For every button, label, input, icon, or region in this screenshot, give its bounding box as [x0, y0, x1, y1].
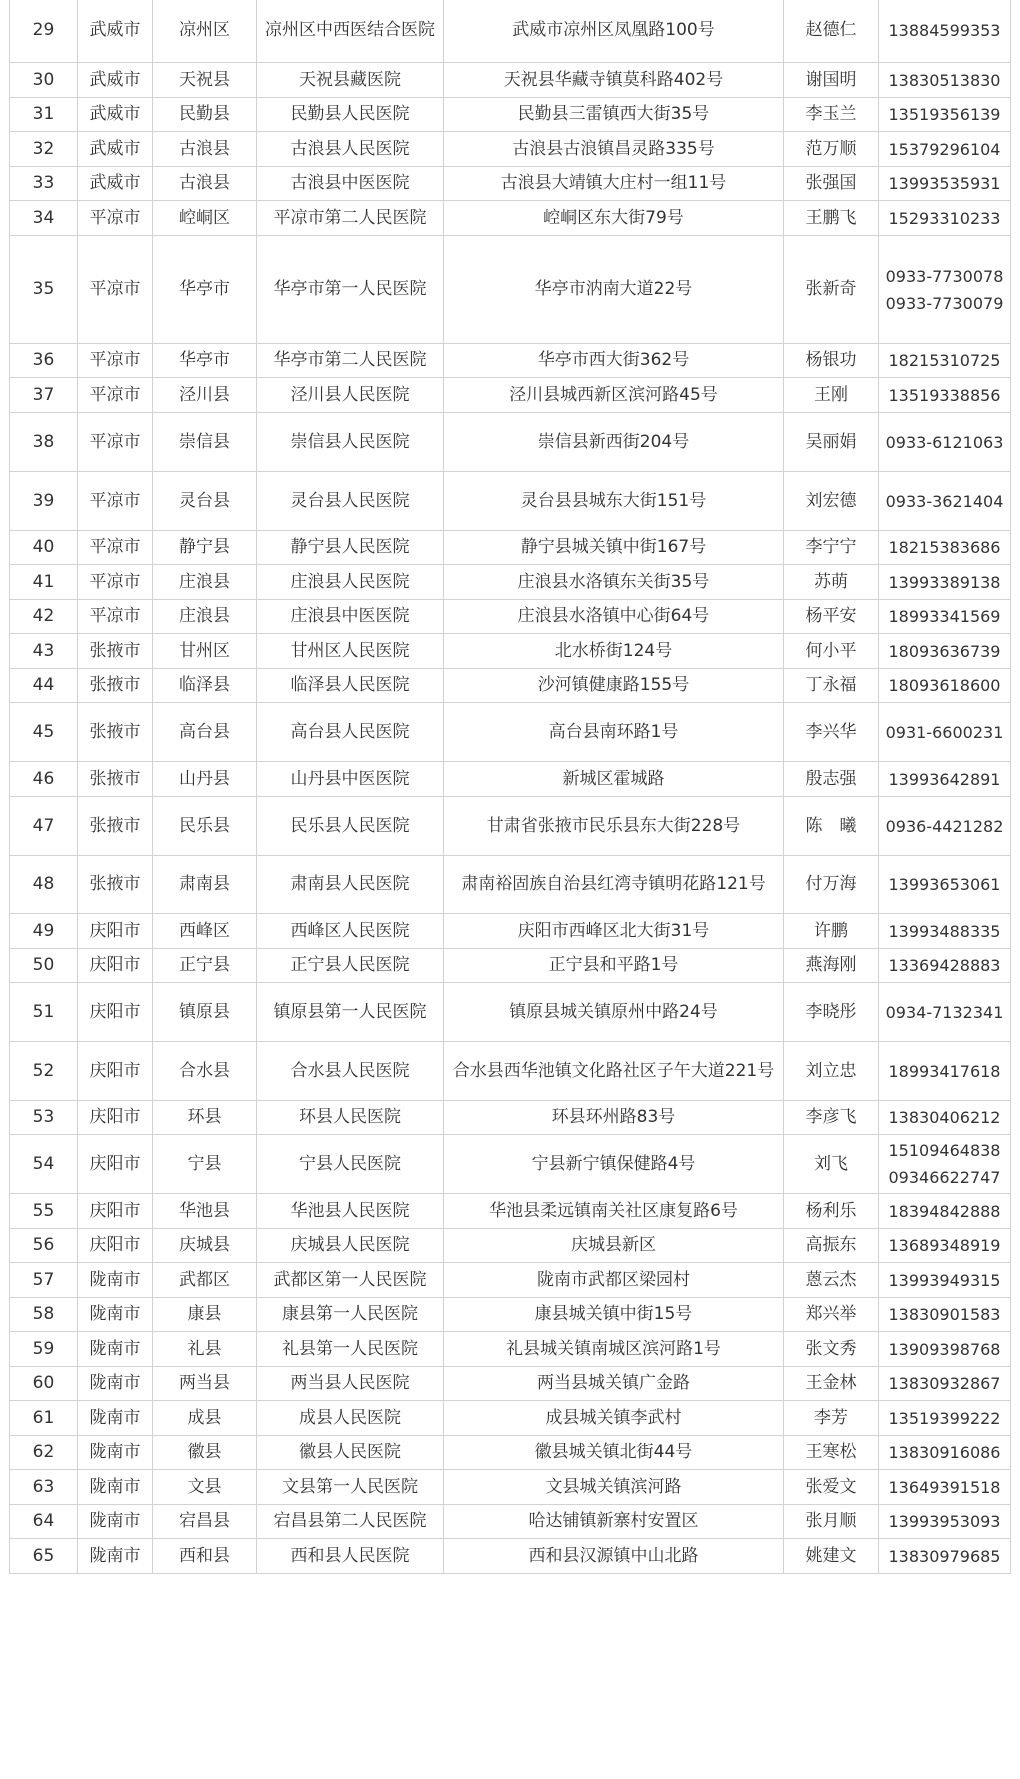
phone-cell: 18394842888: [879, 1194, 1011, 1229]
address-cell: 肃南裕固族自治县红湾寺镇明花路121号: [444, 856, 784, 914]
address-cell: 武威市凉州区凤凰路100号: [444, 0, 784, 63]
city-cell: 张掖市: [78, 797, 153, 856]
table-row: [10, 1505, 1011, 1539]
city-cell: 陇南市: [78, 1505, 153, 1539]
city-cell: 张掖市: [78, 669, 153, 703]
contact-person-cell: 赵德仁: [784, 0, 879, 63]
county-cell: 两当县: [153, 1367, 257, 1401]
address-cell: 新城区霍城路: [444, 762, 784, 797]
phone-cell: 13830406212: [879, 1101, 1011, 1135]
city-cell: 庆阳市: [78, 949, 153, 983]
row-number-cell: 53: [10, 1101, 78, 1135]
address-cell: 华亭市西大街362号: [444, 344, 784, 378]
table-row: [10, 1470, 1011, 1505]
county-cell: 崆峒区: [153, 201, 257, 236]
row-number-cell: 62: [10, 1436, 78, 1470]
address-cell: 甘肃省张掖市民乐县东大街228号: [444, 797, 784, 856]
phone-cell: 13649391518: [879, 1470, 1011, 1505]
county-cell: 康县: [153, 1298, 257, 1332]
county-cell: 民乐县: [153, 797, 257, 856]
county-cell: 武都区: [153, 1263, 257, 1298]
county-cell: 灵台县: [153, 472, 257, 531]
contact-person-cell: 许鹏: [784, 914, 879, 949]
row-number-cell: 56: [10, 1229, 78, 1263]
address-cell: 北水桥街124号: [444, 634, 784, 669]
table-row: [10, 703, 1011, 762]
county-cell: 文县: [153, 1470, 257, 1505]
row-number-cell: 43: [10, 634, 78, 669]
contact-person-cell: 姚建文: [784, 1539, 879, 1574]
county-cell: 庄浪县: [153, 600, 257, 634]
city-cell: 陇南市: [78, 1470, 153, 1505]
city-cell: 陇南市: [78, 1332, 153, 1367]
address-cell: 徽县城关镇北街44号: [444, 1436, 784, 1470]
table-row: [10, 413, 1011, 472]
contact-person-cell: 张月顺: [784, 1505, 879, 1539]
phone-cell: 18093636739: [879, 634, 1011, 669]
county-cell: 镇原县: [153, 983, 257, 1042]
address-cell: 华亭市汭南大道22号: [444, 236, 784, 344]
hospital-name-cell: 古浪县中医医院: [257, 167, 444, 201]
contact-person-cell: 谢国明: [784, 63, 879, 98]
county-cell: 古浪县: [153, 132, 257, 167]
county-cell: 华亭市: [153, 344, 257, 378]
contact-person-cell: 张强国: [784, 167, 879, 201]
hospital-name-cell: 天祝县藏医院: [257, 63, 444, 98]
county-cell: 成县: [153, 1401, 257, 1436]
city-cell: 平凉市: [78, 201, 153, 236]
contact-person-cell: 李彦飞: [784, 1101, 879, 1135]
hospital-name-cell: 平凉市第二人民医院: [257, 201, 444, 236]
city-cell: 张掖市: [78, 634, 153, 669]
city-cell: 陇南市: [78, 1539, 153, 1574]
phone-cell: 13993949315: [879, 1263, 1011, 1298]
phone-cell: 13909398768: [879, 1332, 1011, 1367]
phone-cell: 18993417618: [879, 1042, 1011, 1101]
hospital-name-cell: 山丹县中医医院: [257, 762, 444, 797]
contact-person-cell: 杨银功: [784, 344, 879, 378]
city-cell: 张掖市: [78, 856, 153, 914]
address-cell: 礼县城关镇南城区滨河路1号: [444, 1332, 784, 1367]
city-cell: 平凉市: [78, 565, 153, 600]
county-cell: 临泽县: [153, 669, 257, 703]
county-cell: 宁县: [153, 1135, 257, 1194]
table-row: [10, 1194, 1011, 1229]
city-cell: 庆阳市: [78, 1101, 153, 1135]
row-number-cell: 42: [10, 600, 78, 634]
address-cell: 华池县柔远镇南关社区康复路6号: [444, 1194, 784, 1229]
city-cell: 平凉市: [78, 413, 153, 472]
city-cell: 平凉市: [78, 531, 153, 565]
hospital-name-cell: 文县第一人民医院: [257, 1470, 444, 1505]
table-row: [10, 565, 1011, 600]
table-row: [10, 531, 1011, 565]
county-cell: 凉州区: [153, 0, 257, 63]
hospital-name-cell: 崇信县人民医院: [257, 413, 444, 472]
city-cell: 陇南市: [78, 1401, 153, 1436]
hospital-name-cell: 环县人民医院: [257, 1101, 444, 1135]
contact-person-cell: 张新奇: [784, 236, 879, 344]
contact-person-cell: 何小平: [784, 634, 879, 669]
contact-person-cell: 付万海: [784, 856, 879, 914]
table-row: [10, 669, 1011, 703]
table-row: [10, 132, 1011, 167]
address-cell: 静宁县城关镇中街167号: [444, 531, 784, 565]
row-number-cell: 65: [10, 1539, 78, 1574]
hospital-name-cell: 两当县人民医院: [257, 1367, 444, 1401]
county-cell: 天祝县: [153, 63, 257, 98]
hospital-name-cell: 民勤县人民医院: [257, 98, 444, 132]
city-cell: 庆阳市: [78, 914, 153, 949]
city-cell: 张掖市: [78, 762, 153, 797]
table-row: [10, 378, 1011, 413]
contact-person-cell: 苏萌: [784, 565, 879, 600]
table-row: [10, 1332, 1011, 1367]
phone-cell: 13993389138: [879, 565, 1011, 600]
table-row: [10, 1539, 1011, 1574]
table-row: [10, 63, 1011, 98]
row-number-cell: 48: [10, 856, 78, 914]
row-number-cell: 36: [10, 344, 78, 378]
row-number-cell: 32: [10, 132, 78, 167]
table-row: [10, 1042, 1011, 1101]
hospital-name-cell: 西峰区人民医院: [257, 914, 444, 949]
table-row: [10, 1263, 1011, 1298]
row-number-cell: 29: [10, 0, 78, 63]
address-cell: 正宁县和平路1号: [444, 949, 784, 983]
city-cell: 庆阳市: [78, 1229, 153, 1263]
phone-cell: 18215383686: [879, 531, 1011, 565]
row-number-cell: 49: [10, 914, 78, 949]
address-cell: 民勤县三雷镇西大街35号: [444, 98, 784, 132]
address-cell: 灵台县县城东大街151号: [444, 472, 784, 531]
phone-cell: 13993535931: [879, 167, 1011, 201]
table-row: [10, 236, 1011, 344]
address-cell: 古浪县大靖镇大庄村一组11号: [444, 167, 784, 201]
contact-person-cell: 吴丽娟: [784, 413, 879, 472]
phone-cell: 13830916086: [879, 1436, 1011, 1470]
hospital-name-cell: 临泽县人民医院: [257, 669, 444, 703]
row-number-cell: 45: [10, 703, 78, 762]
contact-person-cell: 张爱文: [784, 1470, 879, 1505]
hospital-name-cell: 宁县人民医院: [257, 1135, 444, 1194]
phone-cell: 18993341569: [879, 600, 1011, 634]
row-number-cell: 51: [10, 983, 78, 1042]
contact-person-cell: 刘立忠: [784, 1042, 879, 1101]
row-number-cell: 63: [10, 1470, 78, 1505]
row-number-cell: 46: [10, 762, 78, 797]
address-cell: 沙河镇健康路155号: [444, 669, 784, 703]
address-cell: 镇原县城关镇原州中路24号: [444, 983, 784, 1042]
city-cell: 庆阳市: [78, 1135, 153, 1194]
phone-cell: 13830901583: [879, 1298, 1011, 1332]
table-row: [10, 914, 1011, 949]
contact-person-cell: 高振东: [784, 1229, 879, 1263]
contact-person-cell: 李宁宁: [784, 531, 879, 565]
row-number-cell: 59: [10, 1332, 78, 1367]
hospital-name-cell: 高台县人民医院: [257, 703, 444, 762]
table-row: [10, 98, 1011, 132]
contact-person-cell: 李芳: [784, 1401, 879, 1436]
address-cell: 崆峒区东大街79号: [444, 201, 784, 236]
table-row: [10, 856, 1011, 914]
address-cell: 合水县西华池镇文化路社区子午大道221号: [444, 1042, 784, 1101]
table-row: [10, 797, 1011, 856]
county-cell: 西峰区: [153, 914, 257, 949]
address-cell: 康县城关镇中街15号: [444, 1298, 784, 1332]
address-cell: 宁县新宁镇保健路4号: [444, 1135, 784, 1194]
table-body: [10, 0, 1011, 1574]
phone-cell: 15109464838 09346622747: [879, 1135, 1011, 1194]
phone-cell: 13519356139: [879, 98, 1011, 132]
hospital-name-cell: 镇原县第一人民医院: [257, 983, 444, 1042]
table-row: [10, 983, 1011, 1042]
county-cell: 山丹县: [153, 762, 257, 797]
county-cell: 肃南县: [153, 856, 257, 914]
county-cell: 正宁县: [153, 949, 257, 983]
city-cell: 平凉市: [78, 236, 153, 344]
city-cell: 平凉市: [78, 378, 153, 413]
row-number-cell: 64: [10, 1505, 78, 1539]
address-cell: 庆城县新区: [444, 1229, 784, 1263]
row-number-cell: 47: [10, 797, 78, 856]
row-number-cell: 60: [10, 1367, 78, 1401]
row-number-cell: 38: [10, 413, 78, 472]
hospital-name-cell: 武都区第一人民医院: [257, 1263, 444, 1298]
contact-person-cell: 郑兴举: [784, 1298, 879, 1332]
contact-person-cell: 杨利乐: [784, 1194, 879, 1229]
hospital-name-cell: 肃南县人民医院: [257, 856, 444, 914]
phone-cell: 18093618600: [879, 669, 1011, 703]
phone-cell: 0933-6121063: [879, 413, 1011, 472]
county-cell: 古浪县: [153, 167, 257, 201]
row-number-cell: 44: [10, 669, 78, 703]
hospital-name-cell: 庄浪县中医医院: [257, 600, 444, 634]
phone-cell: 13993953093: [879, 1505, 1011, 1539]
address-cell: 哈达铺镇新寨村安置区: [444, 1505, 784, 1539]
address-cell: 西和县汉源镇中山北路: [444, 1539, 784, 1574]
contact-person-cell: 殷志强: [784, 762, 879, 797]
row-number-cell: 35: [10, 236, 78, 344]
address-cell: 庄浪县水洛镇东关街35号: [444, 565, 784, 600]
city-cell: 陇南市: [78, 1367, 153, 1401]
county-cell: 西和县: [153, 1539, 257, 1574]
city-cell: 庆阳市: [78, 983, 153, 1042]
address-cell: 泾川县城西新区滨河路45号: [444, 378, 784, 413]
phone-cell: 0933-7730078 0933-7730079: [879, 236, 1011, 344]
table-row: [10, 634, 1011, 669]
phone-cell: 0933-3621404: [879, 472, 1011, 531]
phone-cell: 13830979685: [879, 1539, 1011, 1574]
hospital-name-cell: 西和县人民医院: [257, 1539, 444, 1574]
contact-person-cell: 刘飞: [784, 1135, 879, 1194]
table-row: [10, 0, 1011, 63]
hospital-name-cell: 华亭市第一人民医院: [257, 236, 444, 344]
address-cell: 庆阳市西峰区北大街31号: [444, 914, 784, 949]
table-row: [10, 472, 1011, 531]
county-cell: 宕昌县: [153, 1505, 257, 1539]
address-cell: 陇南市武都区梁园村: [444, 1263, 784, 1298]
contact-person-cell: 蒽云杰: [784, 1263, 879, 1298]
row-number-cell: 37: [10, 378, 78, 413]
hospital-name-cell: 凉州区中西医结合医院: [257, 0, 444, 63]
hospital-name-cell: 康县第一人民医院: [257, 1298, 444, 1332]
table-row: [10, 1101, 1011, 1135]
contact-person-cell: 杨平安: [784, 600, 879, 634]
row-number-cell: 30: [10, 63, 78, 98]
county-cell: 庄浪县: [153, 565, 257, 600]
table-row: [10, 1229, 1011, 1263]
hospital-name-cell: 合水县人民医院: [257, 1042, 444, 1101]
contact-person-cell: 丁永福: [784, 669, 879, 703]
table-row: [10, 1298, 1011, 1332]
phone-cell: 13993488335: [879, 914, 1011, 949]
county-cell: 泾川县: [153, 378, 257, 413]
row-number-cell: 52: [10, 1042, 78, 1101]
table-row: [10, 167, 1011, 201]
contact-person-cell: 王刚: [784, 378, 879, 413]
hospital-name-cell: 静宁县人民医院: [257, 531, 444, 565]
phone-cell: 18215310725: [879, 344, 1011, 378]
phone-cell: 0936-4421282: [879, 797, 1011, 856]
row-number-cell: 41: [10, 565, 78, 600]
row-number-cell: 34: [10, 201, 78, 236]
address-cell: 天祝县华藏寺镇莫科路402号: [444, 63, 784, 98]
phone-cell: 13993653061: [879, 856, 1011, 914]
city-cell: 武威市: [78, 132, 153, 167]
row-number-cell: 31: [10, 98, 78, 132]
row-number-cell: 54: [10, 1135, 78, 1194]
city-cell: 张掖市: [78, 703, 153, 762]
city-cell: 平凉市: [78, 472, 153, 531]
county-cell: 民勤县: [153, 98, 257, 132]
city-cell: 庆阳市: [78, 1194, 153, 1229]
contact-person-cell: 王寒松: [784, 1436, 879, 1470]
county-cell: 甘州区: [153, 634, 257, 669]
hospital-contact-table: [9, 0, 1011, 1574]
county-cell: 静宁县: [153, 531, 257, 565]
phone-cell: 0931-6600231: [879, 703, 1011, 762]
phone-cell: 13689348919: [879, 1229, 1011, 1263]
table-row: [10, 1135, 1011, 1194]
city-cell: 陇南市: [78, 1263, 153, 1298]
phone-cell: 13519338856: [879, 378, 1011, 413]
hospital-name-cell: 宕昌县第二人民医院: [257, 1505, 444, 1539]
contact-person-cell: 李兴华: [784, 703, 879, 762]
row-number-cell: 57: [10, 1263, 78, 1298]
phone-cell: 13830513830: [879, 63, 1011, 98]
contact-person-cell: 陈 曦: [784, 797, 879, 856]
contact-person-cell: 王金林: [784, 1367, 879, 1401]
county-cell: 华亭市: [153, 236, 257, 344]
county-cell: 高台县: [153, 703, 257, 762]
table-row: [10, 762, 1011, 797]
county-cell: 合水县: [153, 1042, 257, 1101]
contact-person-cell: 燕海刚: [784, 949, 879, 983]
row-number-cell: 61: [10, 1401, 78, 1436]
hospital-name-cell: 甘州区人民医院: [257, 634, 444, 669]
address-cell: 两当县城关镇广金路: [444, 1367, 784, 1401]
hospital-name-cell: 华亭市第二人民医院: [257, 344, 444, 378]
contact-person-cell: 李晓彤: [784, 983, 879, 1042]
county-cell: 华池县: [153, 1194, 257, 1229]
hospital-name-cell: 徽县人民医院: [257, 1436, 444, 1470]
hospital-name-cell: 灵台县人民医院: [257, 472, 444, 531]
county-cell: 环县: [153, 1101, 257, 1135]
row-number-cell: 55: [10, 1194, 78, 1229]
table-row: [10, 1367, 1011, 1401]
county-cell: 庆城县: [153, 1229, 257, 1263]
hospital-name-cell: 庆城县人民医院: [257, 1229, 444, 1263]
contact-person-cell: 张文秀: [784, 1332, 879, 1367]
city-cell: 武威市: [78, 0, 153, 63]
phone-cell: 15293310233: [879, 201, 1011, 236]
row-number-cell: 40: [10, 531, 78, 565]
city-cell: 武威市: [78, 167, 153, 201]
hospital-name-cell: 礼县第一人民医院: [257, 1332, 444, 1367]
city-cell: 平凉市: [78, 600, 153, 634]
table-row: [10, 1401, 1011, 1436]
city-cell: 陇南市: [78, 1298, 153, 1332]
phone-cell: 13830932867: [879, 1367, 1011, 1401]
city-cell: 陇南市: [78, 1436, 153, 1470]
address-cell: 高台县南环路1号: [444, 703, 784, 762]
contact-person-cell: 王鹏飞: [784, 201, 879, 236]
address-cell: 庄浪县水洛镇中心街64号: [444, 600, 784, 634]
address-cell: 环县环州路83号: [444, 1101, 784, 1135]
hospital-name-cell: 成县人民医院: [257, 1401, 444, 1436]
table-row: [10, 1436, 1011, 1470]
contact-person-cell: 范万顺: [784, 132, 879, 167]
address-cell: 文县城关镇滨河路: [444, 1470, 784, 1505]
row-number-cell: 58: [10, 1298, 78, 1332]
address-cell: 崇信县新西街204号: [444, 413, 784, 472]
row-number-cell: 50: [10, 949, 78, 983]
city-cell: 平凉市: [78, 344, 153, 378]
phone-cell: 0934-7132341: [879, 983, 1011, 1042]
city-cell: 庆阳市: [78, 1042, 153, 1101]
contact-person-cell: 刘宏德: [784, 472, 879, 531]
table-row: [10, 949, 1011, 983]
address-cell: 古浪县古浪镇昌灵路335号: [444, 132, 784, 167]
city-cell: 武威市: [78, 63, 153, 98]
phone-cell: 13993642891: [879, 762, 1011, 797]
county-cell: 崇信县: [153, 413, 257, 472]
hospital-name-cell: 庄浪县人民医院: [257, 565, 444, 600]
hospital-name-cell: 正宁县人民医院: [257, 949, 444, 983]
county-cell: 礼县: [153, 1332, 257, 1367]
hospital-name-cell: 华池县人民医院: [257, 1194, 444, 1229]
hospital-name-cell: 泾川县人民医院: [257, 378, 444, 413]
county-cell: 徽县: [153, 1436, 257, 1470]
address-cell: 成县城关镇李武村: [444, 1401, 784, 1436]
table-row: [10, 344, 1011, 378]
row-number-cell: 39: [10, 472, 78, 531]
phone-cell: 15379296104: [879, 132, 1011, 167]
contact-person-cell: 李玉兰: [784, 98, 879, 132]
hospital-name-cell: 民乐县人民医院: [257, 797, 444, 856]
phone-cell: 13519399222: [879, 1401, 1011, 1436]
phone-cell: 13884599353: [879, 0, 1011, 63]
phone-cell: 13369428883: [879, 949, 1011, 983]
city-cell: 武威市: [78, 98, 153, 132]
table-row: [10, 201, 1011, 236]
row-number-cell: 33: [10, 167, 78, 201]
hospital-name-cell: 古浪县人民医院: [257, 132, 444, 167]
table-row: [10, 600, 1011, 634]
